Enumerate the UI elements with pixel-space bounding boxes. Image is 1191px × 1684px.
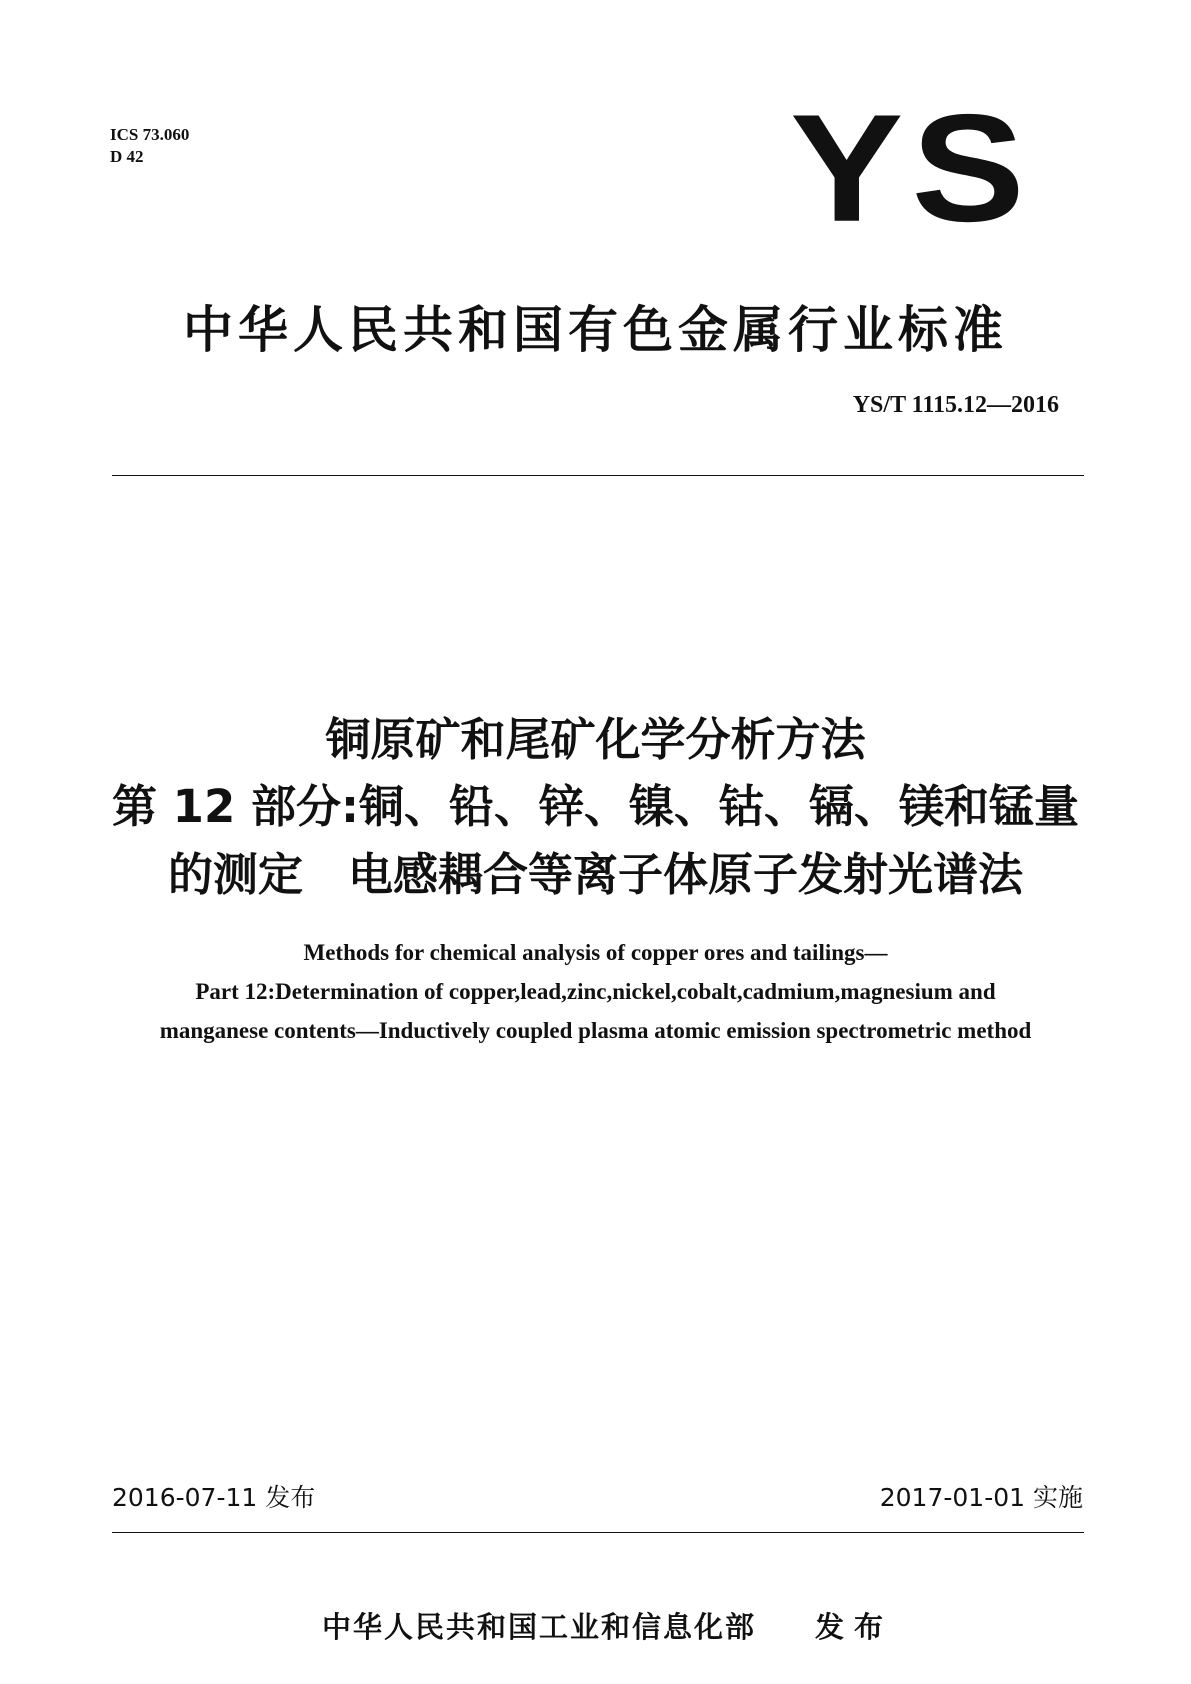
english-title-line-3: manganese contents—Inductively coupled plasma atomic emission spectrometric method: [159, 1018, 1032, 1043]
issue-date: 2016-07-11 发布: [112, 1483, 316, 1512]
english-title-line-1: Methods for chemical analysis of copper ores and tailings—: [303, 940, 888, 965]
ccs-code: D 42: [110, 147, 144, 166]
publisher-name: 中华人民共和国工业和信息化部: [322, 1610, 757, 1644]
chinese-title-line-1: 铜原矿和尾矿化学分析方法: [325, 713, 866, 766]
chinese-title-line-3: 的测定 电感耦合等离子体原子发射光谱法: [167, 848, 1023, 901]
implementation-date: 2017-01-01 实施: [879, 1483, 1083, 1512]
publish-label: 发布: [815, 1610, 894, 1644]
footer-divider: [112, 1532, 1084, 1533]
english-title-line-2: Part 12:Determination of copper,lead,zinc,nickel,cobalt,cadmium,magnesium and: [195, 979, 996, 1004]
issuer-title: 中华人民共和国有色金属行业标准: [183, 301, 1008, 359]
ys-logo: YS: [790, 83, 1033, 254]
classification-codes: [110, 124, 189, 168]
standard-number: YS/T 1115.12—2016: [852, 392, 1059, 418]
header-divider: [112, 475, 1084, 476]
chinese-title-line-2: 第 12 部分:铜、铅、锌、镍、钴、镉、镁和锰量: [112, 780, 1079, 833]
ics-code: ICS 73.060: [110, 125, 190, 144]
